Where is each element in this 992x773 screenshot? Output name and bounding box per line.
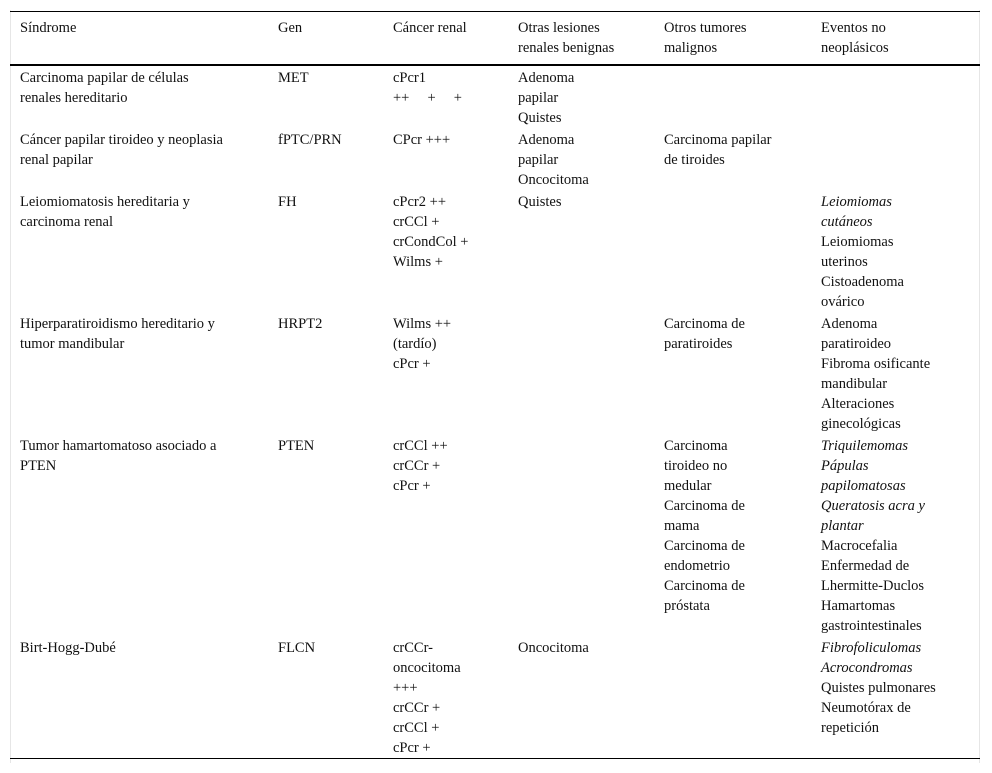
cell-eventos [811, 636, 980, 759]
header-otros-tumores [654, 12, 811, 66]
cell-text: endometrio [664, 558, 731, 574]
cell-otras-lesiones [508, 636, 654, 759]
cell-text: Fibrofoliculomas [821, 640, 922, 656]
cell-text: medular [664, 478, 712, 494]
cell-text: cutáneos [821, 214, 873, 230]
table-row [10, 636, 980, 759]
cell-sindrome [10, 128, 268, 190]
table-row [10, 128, 980, 190]
cell-text: crCondCol + [393, 234, 469, 250]
cell-sindrome [10, 636, 268, 759]
cell-otras-lesiones [508, 128, 654, 190]
cell-text: crCCl + [393, 214, 440, 230]
cell-text: Fibroma osificante [821, 356, 931, 372]
cell-otras-lesiones [508, 65, 654, 128]
cell-eventos [811, 434, 980, 636]
cell-text: Carcinoma de [664, 578, 745, 594]
header-row [10, 12, 980, 66]
cell-text: Carcinoma de [664, 538, 745, 554]
cell-text: MET [278, 70, 309, 86]
table-row [10, 434, 980, 636]
cell-text: Cáncer papilar tiroideo y neoplasia [20, 132, 223, 148]
cell-text: cPcr + [393, 478, 431, 494]
cell-gen [268, 434, 383, 636]
header-text: renales benignas [518, 40, 615, 56]
cell-text: crCCr + [393, 458, 441, 474]
cell-cancer-renal [383, 65, 508, 128]
cell-text: uterinos [821, 254, 868, 270]
cell-text: Enfermedad de [821, 558, 910, 574]
cell-cancer-renal [383, 128, 508, 190]
cell-text: ++ + + [393, 90, 462, 106]
cell-gen [268, 128, 383, 190]
table-row [10, 65, 980, 128]
cell-text: tumor mandibular [20, 336, 125, 352]
header-text: Síndrome [20, 20, 77, 36]
cell-text: Quistes pulmonares [821, 680, 936, 696]
cell-text: gastrointestinales [821, 618, 922, 634]
cell-text: de tiroides [664, 152, 725, 168]
cell-text: Carcinoma [664, 438, 728, 454]
cell-text: Wilms + [393, 254, 443, 270]
cell-text: Neumotórax de [821, 700, 911, 716]
cell-text: Leiomiomatosis hereditaria y [20, 194, 190, 210]
cell-text: Triquilemomas [821, 438, 909, 454]
cell-otras-lesiones [508, 190, 654, 312]
cell-sindrome [10, 65, 268, 128]
cell-otras-lesiones [508, 434, 654, 636]
cell-text: crCCl ++ [393, 438, 448, 454]
cell-eventos [811, 312, 980, 434]
cell-text: (tardío) [393, 336, 437, 352]
header-otras-lesiones [508, 12, 654, 66]
cell-text: mandibular [821, 376, 888, 392]
cell-eventos [811, 190, 980, 312]
cell-text: Oncocitoma [518, 640, 589, 656]
cell-text: Quistes [518, 194, 562, 210]
cell-text: FLCN [278, 640, 316, 656]
cell-gen [268, 312, 383, 434]
cell-otros-tumores [654, 312, 811, 434]
cell-text: Lhermitte-Duclos [821, 578, 925, 594]
cell-text: crCCl + [393, 720, 440, 736]
cell-text: Leiomiomas [821, 194, 892, 210]
cell-text: PTEN [278, 438, 315, 454]
cell-text: papilar [518, 90, 559, 106]
cell-text: renal papilar [20, 152, 93, 168]
cell-sindrome [10, 312, 268, 434]
cell-text: papilar [518, 152, 559, 168]
cell-text: Wilms ++ [393, 316, 452, 332]
cell-text: cPcr2 ++ [393, 194, 446, 210]
cell-text: Macrocefalia [821, 538, 898, 554]
cell-text: mama [664, 518, 700, 534]
cell-text: Adenoma [518, 132, 575, 148]
cell-text: Pápulas [821, 458, 869, 474]
header-sindrome [10, 12, 268, 66]
header-cancer-renal [383, 12, 508, 66]
cell-text: Tumor hamartomatoso asociado a [20, 438, 217, 454]
header-text: Otras lesiones [518, 20, 600, 36]
table-row [10, 312, 980, 434]
cell-text: repetición [821, 720, 879, 736]
cell-cancer-renal [383, 190, 508, 312]
cell-text: FH [278, 194, 297, 210]
cell-otros-tumores [654, 190, 811, 312]
cell-text: cPcr1 [393, 70, 427, 86]
header-text: Otros tumores [664, 20, 747, 36]
cell-text: cPcr + [393, 356, 431, 372]
cell-text: plantar [821, 518, 864, 534]
cell-gen [268, 65, 383, 128]
header-text: Gen [278, 20, 303, 36]
cell-text: Quistes [518, 110, 562, 126]
cell-text: Cistoadenoma [821, 274, 904, 290]
cell-cancer-renal [383, 636, 508, 759]
table-header [10, 12, 980, 66]
cell-text: Hamartomas [821, 598, 896, 614]
cell-sindrome [10, 434, 268, 636]
header-gen [268, 12, 383, 66]
cell-text: próstata [664, 598, 710, 614]
cell-gen [268, 636, 383, 759]
cell-text: fPTC/PRN [278, 132, 342, 148]
header-text: Cáncer renal [393, 20, 467, 36]
cell-text: CPcr +++ [393, 132, 451, 148]
cell-text: cPcr + [393, 740, 431, 756]
table-body [10, 65, 980, 759]
header-text: Eventos no [821, 20, 886, 36]
cell-otros-tumores [654, 128, 811, 190]
cell-text: Carcinoma papilar de células [20, 70, 189, 86]
cell-text: Acrocondromas [821, 660, 913, 676]
cell-otros-tumores [654, 65, 811, 128]
cell-gen [268, 190, 383, 312]
cell-otros-tumores [654, 636, 811, 759]
cell-otras-lesiones [508, 312, 654, 434]
cell-text: PTEN [20, 458, 57, 474]
cell-text: Adenoma [821, 316, 878, 332]
cell-text: Adenoma [518, 70, 575, 86]
cell-text: paratiroideo [821, 336, 892, 352]
cell-text: Birt-Hogg-Dubé [20, 640, 116, 656]
cell-text: crCCr + [393, 700, 441, 716]
cell-text: Carcinoma de [664, 498, 745, 514]
cell-text: Oncocitoma [518, 172, 589, 188]
cell-text: Leiomiomas [821, 234, 894, 250]
cell-sindrome [10, 190, 268, 312]
cell-cancer-renal [383, 434, 508, 636]
cell-text: Hiperparatiroidismo hereditario y [20, 316, 215, 332]
cell-text: paratiroides [664, 336, 733, 352]
cell-text: renales hereditario [20, 90, 128, 106]
header-eventos [811, 12, 980, 66]
cell-text: carcinoma renal [20, 214, 113, 230]
cell-text: Carcinoma papilar [664, 132, 772, 148]
header-text: malignos [664, 40, 718, 56]
cell-text: Queratosis acra y [821, 498, 925, 514]
cell-text: oncocitoma [393, 660, 461, 676]
cell-text: tiroideo no [664, 458, 728, 474]
cell-text: +++ [393, 680, 418, 696]
cell-text: papilomatosas [821, 478, 906, 494]
header-text: neoplásicos [821, 40, 889, 56]
cell-eventos [811, 128, 980, 190]
cell-cancer-renal [383, 312, 508, 434]
cell-text: ginecológicas [821, 416, 901, 432]
cell-text: HRPT2 [278, 316, 323, 332]
cell-text: ovárico [821, 294, 865, 310]
cell-text: Alteraciones [821, 396, 895, 412]
cell-text: crCCr- [393, 640, 433, 656]
cell-otros-tumores [654, 434, 811, 636]
syndromes-table [10, 11, 980, 759]
table-row [10, 190, 980, 312]
cell-eventos [811, 65, 980, 128]
cell-text: Carcinoma de [664, 316, 745, 332]
